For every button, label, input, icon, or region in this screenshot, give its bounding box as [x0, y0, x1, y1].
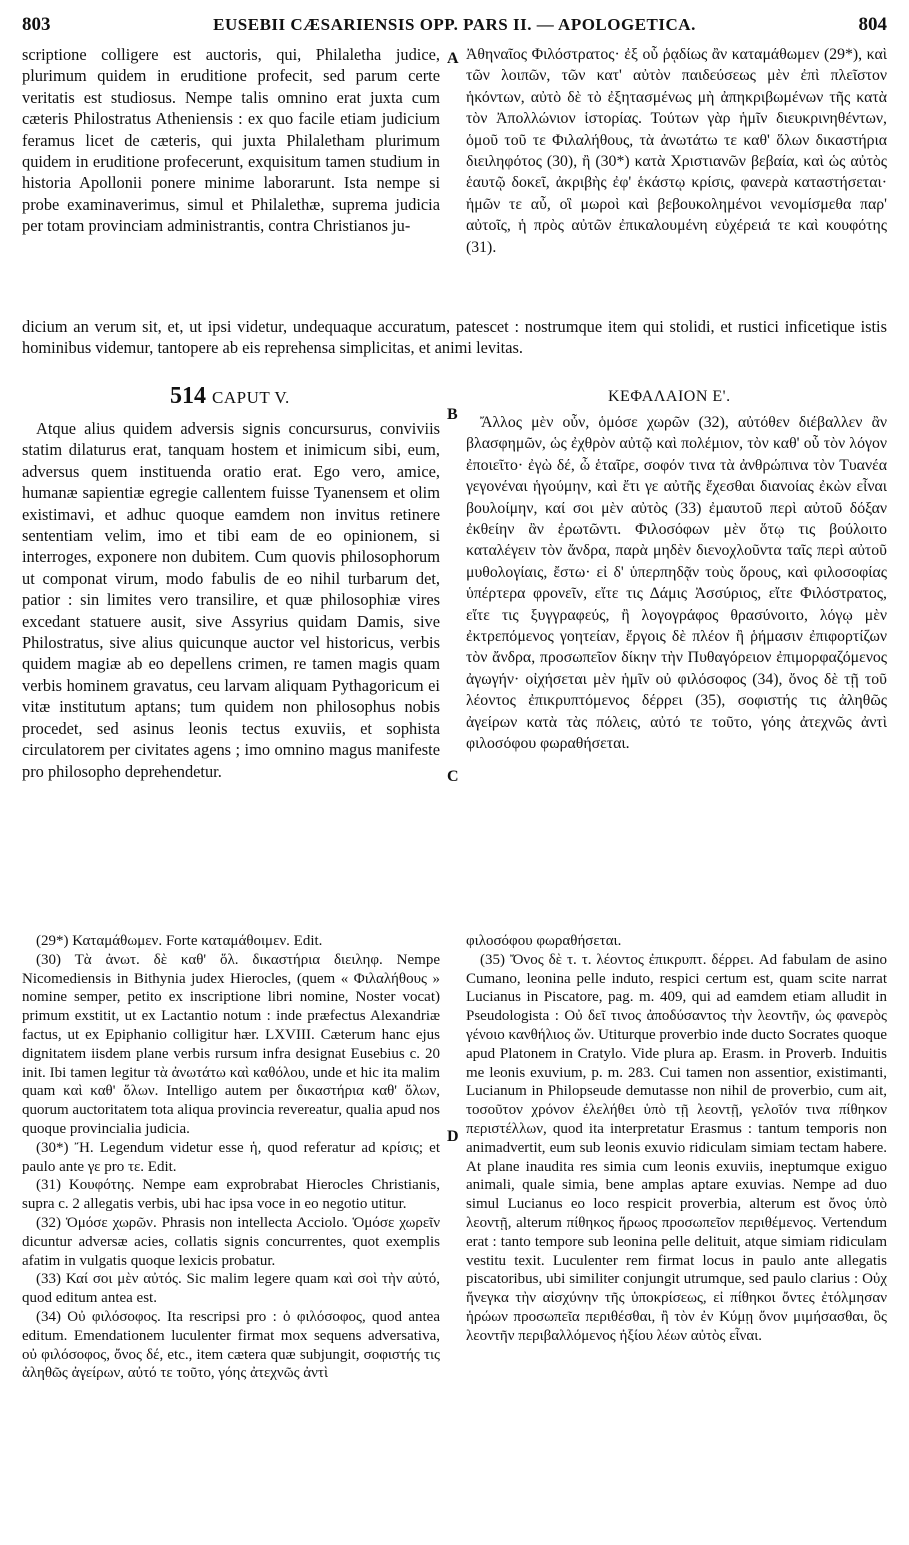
- footnotes-right-column: [466, 932, 887, 1512]
- margin-letter-d: D: [447, 1128, 459, 1145]
- footnote: (34) Οὐ φιλόσοφος. Ita rescripsi pro : ὁ φιλόσοφος, quod antea editum. Emendationem luculenter firmat mox sequens adversativa, οὐ φιλόσοφος, ὄνος δέ, etc., item cætera quæ subjungit, σοφιστής τις ἀληθῶς ἀγείρων, αὐτό τε τοῦτο, γόης ἀτεχνῶς ἀντὶ: [22, 1308, 440, 1382]
- footnote: (35) Ὄνος δὲ τ. τ. λέοντος ἐπικρυπτ. δέρρει. Ad fabulam de asino Cumano, leonina pelle induto, respici certum est, quam scite narrat Lucianus in Piscatore, pag. m. 409, qui ad eamdem etiam alludit in Pseudologista : Οὐ δεῖ τινος ἀποδύσαντος τὴν λεοντῆν, ὡς φανερὸς γένοιο κανθήλιος ὤν. Utiturque proverbio inde ducto Socrates quoque apud Platonem in Cratylo. Vide plura ap. Erasm. in Proverb. Induitis me leonis exuvium, p. m. 283. Cui tamen non assentior, existimanti, Lucianum in Philopseude demutasse non nihil de proverbio, cum ait, τοσοῦτον χρόνον ἐλελήθει ὑπὸ τῇ λεοντῇ, γελοῖόν τινα πίθηκον περιστέλλων, quod ita interpretatur Erasmus : tantum temporis non animadvertit, eum sub leonis exuvio ridiculam simiam tectam habere. At plane inaudita res simia cum leonis exuviis, ineptumque exiguo animali, quale simia, bene amplas aptare exuvias. Nempe ad duo simul Lucianus eo loco respicit proverbia, alterum est ὄνος ὑπὸ λεοντῇ, alterum πίθηκος ἥρωος προσωπεῖον περιθέμενος. Vertendum erat : tanto tempore sub leonina pelle delituit, atque simiam ridiculam vestitu texit. Luculenter rem firmat locus in paulo ante allegatis piscatoribus, ubi similiter conjungit utrumque, sed paulo clarius : Οὐχ ἥνεγκα τὴν αἰσχύνην τῆς ὑποκρίσεως, εἰ πίθηκοι ὄντες ἐτόλμησαν ἡρώων προσωπεῖα περιθέσθαι, ἢ τὸν ἐν Κύμῃ ὄνον μιμήσασθαι, ὃς λεοντῆν περιβαλλόμενος ἠξίου λέων αὐτὸς εἶναι.: [466, 951, 887, 1344]
- caput-heading: [170, 383, 290, 410]
- latin-column-chapter: Atque alius quidem adversis signis concursurus, conviviis statim dilaturus erat, tanquam hostem et inimicum sibi, eum, adversus quem instituenda oratio erat. Ego vero, amice, humanæ sapientiæ egregie callentem fuisse Tyanensem et olim existimavi, et adhuc quoque eamdem non invitus retinere sententiam velim, imo et tibi eam de eo opinionem, si interroges, exponere non dubitem. Cum quovis philosophorum ut componat virum, modo fabulis de eo nihil turbarum det, patior : sin limites vero transilire, et quæ philosophiæ vires excedant statuere ausit, sive Assyrius quidam Damis, sive Philostratus, sive alius quicunque auctor vel historicus, verbis quidem magiæ ab eo depellens crimen, re tamen magis quam verbis hominem gravatus, ceu larvam aliquam Pythagoricum ei vitæ institutum aptans; tum quidem non philosophus nobis procedet, sed asinus leonis tectus exuviis, et sophista circulatorem per civitates agens ; imo omnino magus manifeste pro philosopho deprehendetur.: [22, 419, 440, 781]
- margin-letter-b: B: [447, 406, 458, 423]
- left-page-number: 803: [22, 14, 51, 35]
- column-number: 514: [170, 383, 206, 409]
- latin-full-width-continuation: dicium an verum sit, et, ut ipsi videtur, undequaque accuratum, patescet : nostrumque item qui stolidi, et rustici inficetique istis hominibus videmur, tantopere ab eis reprehensa simplicitas, et animi levitas.: [22, 317, 887, 358]
- footnote: (33) Καί σοι μὲν αὐτός. Sic malim legere quam καὶ σοὶ τὴν αὐτό, quod editum antea est.: [22, 1271, 440, 1307]
- greek-column-top: Ἀθηναῖος Φιλόστρατος· ἐξ οὗ ῥᾳδίως ἂν καταμάθωμεν (29*), καὶ τῶν λοιπῶν, τῶν κατ' αὐτὸν παιδεύσεως μὲν ἐπὶ πλεῖστον ἡκόντων, αὐτὸ δὲ τὸ ἐξητασμένως μὴ ἀπηκριβωμένων τῆς κατὰ τὸν Ἀπολλώνιον ἱστορίας. Τούτων γὰρ ἡμῖν διευκρινηθέντων, ὁμοῦ τοῦ τε Φιλαλήθους, τὰ ἀνωτάτω τε καθ' ὅλων δικαστήρια διειληφότος (30), ἢ (30*) κατὰ Χριστιανῶν βεβαία, καὶ ὡς αὐτὸς ἑαυτῷ δοκεῖ, ἀκριβὴς ἐφ' ἑκάστῳ κρίσις, φανερὰ καταστήσεται· ἡμῶν τε αὖ, οἳ μωροὶ καὶ βεβουκολημένοι νενομίσμεθα παρ' αὐτοῖς, ἡ πρὸς αὐτῶν ἐπικαλουμένη εὐχέρειά τε καὶ κουφότης (31).: [466, 46, 887, 256]
- greek-column-chapter: Ἄλλος μὲν οὖν, ὁμόσε χωρῶν (32), αὐτόθεν διέβαλλεν ἂν βλασφημῶν, ὡς ἐχθρὸν αὐτῷ καὶ πολέμιον, τὸν καθ' οὗ τὸν λόγον ἐποιεῖτο· ἐγὼ δέ, ὦ ἑταῖρε, σοφόν τινα τὰ ἀνθρώπινα τὸν Τυανέα γεγονέναι ἡγούμην, καὶ ἔτι γε αὐτῆς ἔχεσθαι διανοίας ἐκὼν εἶναι βουλοίμην, καί σοι μὲν αὐτὸς (33) ἐμαυτοῦ περὶ αὐτοῦ δόξαν ἐκθείην ἂν ἐρωτῶντι. Φιλοσόφων μὲν ὅτῳ τις βούλοιτο καταλέγειν τὸν ἄνδρα, παρὰ μηδὲν διενοχλοῦντα ταῖς περὶ αὐτοῦ μυθολογίαις, ἔστω· εἰ δ' ὑπερπηδᾷν τοὺς ὅρους, καὶ φιλοσοφίας ὑπέρτερα φρονεῖν, εἴτε τις Δάμις Ἀσσύριος, εἴτε Φιλόστρατος, εἴτε τις ξυγγραφεύς, ἢ λογογράφος θρασύνοιτο, λόγῳ μὲν ἐκτρεπόμενος γοητείαν, ἔργοις δὲ πλέον ἢ ῥήμασιν ἐπιφορτίζων τὸν ἄνδρα, προσωπεῖον δίκην τὴν Πυθαγόρειον ἐπιμορφαζόμενος ἀγωγήν· οἰχήσεται μὲν ἡμῖν οὐ φιλόσοφος (34), ὄνος δὲ τῇ τοῦ λέοντος ἐπικρυπτόμενος δέρρει (35), σοφιστής τις ἀληθῶς ἀγείρων κατὰ τὰς πόλεις, αὐτό τε τοῦτο, γόης ἀτεχνῶς ἀντὶ φιλοσόφου φωραθήσεται.: [466, 414, 887, 753]
- kefalaion-heading: ΚΕΦΑΛΑΙΟΝ Ε'.: [608, 388, 731, 405]
- caput-title: CAPUT V.: [212, 388, 290, 407]
- latin-column-top: scriptione colligere est auctoris, qui, Philaletha judice, plurimum quidem in eruditione profecit, sed parum certe veritatis est studiosus. Nempe talis omnino erat juxta cum cæteris Philostratus Atheniensis : ex quo facile etiam judicium feramus licet de cæteris, qui juxta Philaletham plurimum quidem in eruditione profecerunt, exquisitum tamen studium in historia Apollonii ponere minime laborarunt. Ista nempe si probe examinaverimus, simul et Philalethæ, suprema judicia per totam provinciam administrantis, contra Christianos ju-: [22, 45, 440, 236]
- footnote: (30*) Ἤ. Legendum videtur esse ἡ, quod referatur ad κρίσις; et paulo ante γε pro τε. Edit.: [22, 1139, 440, 1175]
- footnote: (31) Κουφότης. Nempe eam exprobrabat Hierocles Christianis, supra c. 2 allegatis verbis, ubi hac ipsa voce in eo negotio utitur.: [22, 1177, 440, 1213]
- footnotes-left-column: [22, 932, 440, 1512]
- footnote: φιλοσόφου φωραθήσεται.: [466, 933, 622, 949]
- running-title: EUSEBII CÆSARIENSIS OPP. PARS II. — APOLOGETICA.: [213, 15, 696, 34]
- right-page-number: 804: [858, 14, 887, 35]
- footnote: (30) Τὰ ἀνωτ. δὲ καθ' ὅλ. δικαστήρια διειληφ. Nempe Nicomediensis in Bithynia judex Hierocles, (quem « Φιλαλήθους » nomine semper, petito ex inscriptione libri nomine, Noster vocat) primum exstitit, ut ex Lactantio notum : inde præfectus Alexandriæ factus, ut ex Epiphanio colligitur hær. LXVIII. Cæterum hanc ejus dignitatem iisdem plane verbis rursum infra designat Eusebius c. 20 init. Ibi tamen legitur τὰ ἀνωτάτω καὶ καθόλου, unde et hic ita malim quam καὶ καθ' ὅλων. Intelligo autem per δικαστήρια καθ' ὅλων, quorum auctoritatem tota aliqua provincia revereatur, qualia apud nos quoque provincialia judicia.: [22, 951, 440, 1137]
- footnote: (32) Ὁμόσε χωρῶν. Phrasis non intellecta Acciolo. Ὁμόσε χωρεῖν dicuntur adversæ acies, collatis signis concurrentes, quot exemplis afatim in vulgatis quoque lexicis probatur.: [22, 1214, 440, 1269]
- running-header: [22, 12, 887, 38]
- margin-letter-a: A: [447, 50, 459, 67]
- footnote: (29*) Καταμάθωμεν. Forte καταμάθοιμεν. Edit.: [36, 933, 323, 949]
- margin-letter-c: C: [447, 768, 459, 785]
